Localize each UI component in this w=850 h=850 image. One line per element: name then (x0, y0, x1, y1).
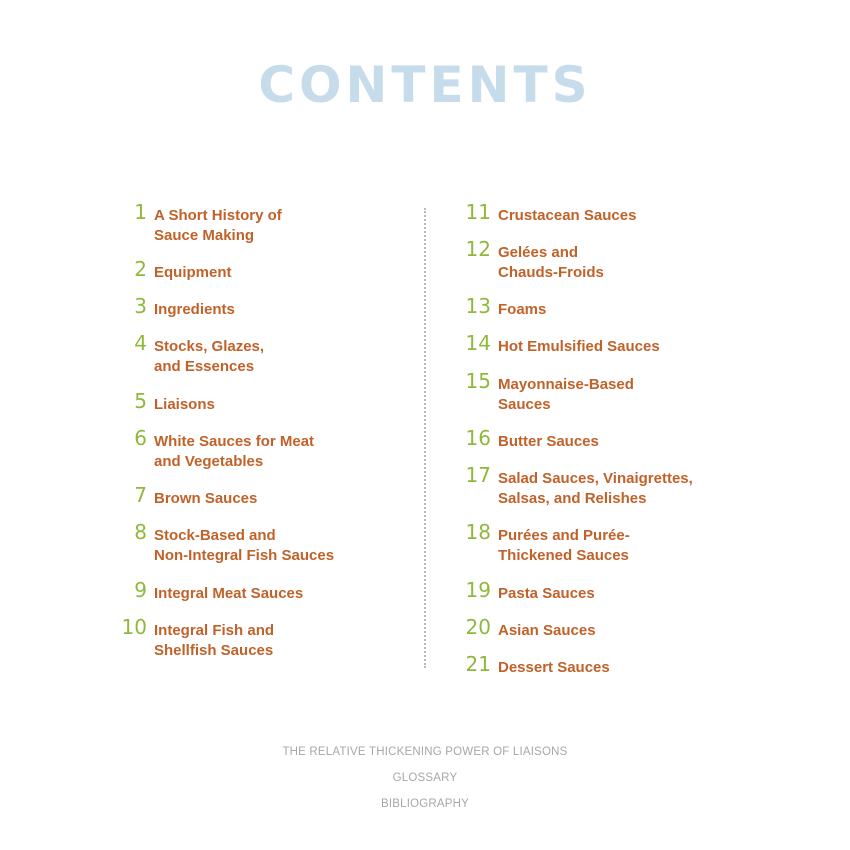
chapter-title: Liaisons (154, 396, 215, 413)
chapter-number: 3 (134, 294, 147, 318)
chapter-title: Dessert Sauces (498, 659, 610, 676)
appendix-link-glossary[interactable]: GLOSSARY (392, 772, 458, 784)
chapter-number: 6 (134, 426, 147, 450)
toc-entry[interactable] (118, 485, 257, 509)
chapter-title: Crustacean Sauces (498, 207, 637, 224)
chapter-title: Brown Sauces (154, 490, 258, 507)
chapter-title: Butter Sauces (498, 433, 599, 450)
chapter-number: 5 (134, 389, 147, 413)
chapter-title: Pasta Sauces (498, 585, 595, 602)
toc-entry[interactable] (118, 580, 303, 604)
chapter-title: Gelées and Chauds-Froids (498, 244, 604, 281)
chapter-number: 17 (465, 463, 491, 487)
toc-entry[interactable] (460, 617, 596, 641)
chapter-number: 11 (465, 200, 491, 224)
chapter-number: 12 (465, 237, 491, 261)
chapter-number: 14 (465, 331, 491, 355)
chapter-title: Salad Sauces, Vinaigrettes, Salsas, and Relishes (498, 470, 693, 507)
toc-entry[interactable] (460, 428, 599, 452)
toc-entry[interactable] (460, 296, 546, 320)
toc-entry[interactable] (460, 371, 634, 415)
chapter-title: Asian Sauces (498, 622, 596, 639)
chapter-title: Stock-Based and Non-Integral Fish Sauces (154, 527, 335, 564)
toc-entry[interactable] (118, 202, 282, 246)
chapter-number: 1 (134, 200, 147, 224)
chapter-number: 18 (465, 520, 491, 544)
chapter-title: Foams (498, 301, 547, 318)
toc-entry[interactable] (118, 296, 235, 320)
toc-entry[interactable] (118, 522, 334, 566)
chapter-number: 10 (121, 615, 147, 639)
chapter-title: Ingredients (154, 301, 235, 318)
chapter-title: Hot Emulsified Sauces (498, 338, 660, 355)
toc-entry[interactable] (118, 428, 314, 472)
toc-entry[interactable] (460, 239, 604, 283)
toc-entry[interactable] (460, 654, 610, 678)
toc-entry[interactable] (460, 202, 636, 226)
chapter-title: Integral Fish and Shellfish Sauces (154, 622, 275, 659)
chapter-number: 2 (134, 257, 147, 281)
appendix-link-liaisons[interactable]: THE RELATIVE THICKENING POWER OF LIAISONS (282, 746, 568, 758)
chapter-number: 20 (465, 615, 491, 639)
chapter-number: 16 (465, 426, 491, 450)
chapter-title: Integral Meat Sauces (154, 585, 304, 602)
column-divider (424, 208, 426, 668)
appendix-link-bibliography[interactable]: BIBLIOGRAPHY (380, 798, 470, 810)
chapter-title: Equipment (154, 264, 232, 281)
toc-entry[interactable] (460, 333, 660, 357)
chapter-number: 4 (134, 331, 147, 355)
toc-entry[interactable] (460, 522, 630, 566)
toc-entry[interactable] (460, 465, 693, 509)
chapter-number: 15 (465, 369, 491, 393)
chapter-number: 9 (134, 578, 147, 602)
chapter-title: White Sauces for Meat and Vegetables (154, 433, 315, 470)
chapter-number: 19 (465, 578, 491, 602)
page-title: CONTENTS (258, 56, 592, 114)
chapter-number: 21 (465, 652, 491, 676)
toc-entry[interactable] (118, 391, 215, 415)
chapter-title: Purées and Purée- Thickened Sauces (498, 527, 630, 564)
toc-entry[interactable] (118, 617, 274, 661)
toc-entry[interactable] (118, 333, 264, 377)
chapter-title: Mayonnaise-Based Sauces (498, 376, 634, 413)
toc-entry[interactable] (118, 259, 232, 283)
toc-entry[interactable] (460, 580, 595, 604)
chapter-title: A Short History of Sauce Making (154, 207, 282, 244)
chapter-number: 7 (134, 483, 147, 507)
chapter-number: 8 (134, 520, 147, 544)
chapter-title: Stocks, Glazes, and Essences (154, 338, 265, 375)
chapter-number: 13 (465, 294, 491, 318)
